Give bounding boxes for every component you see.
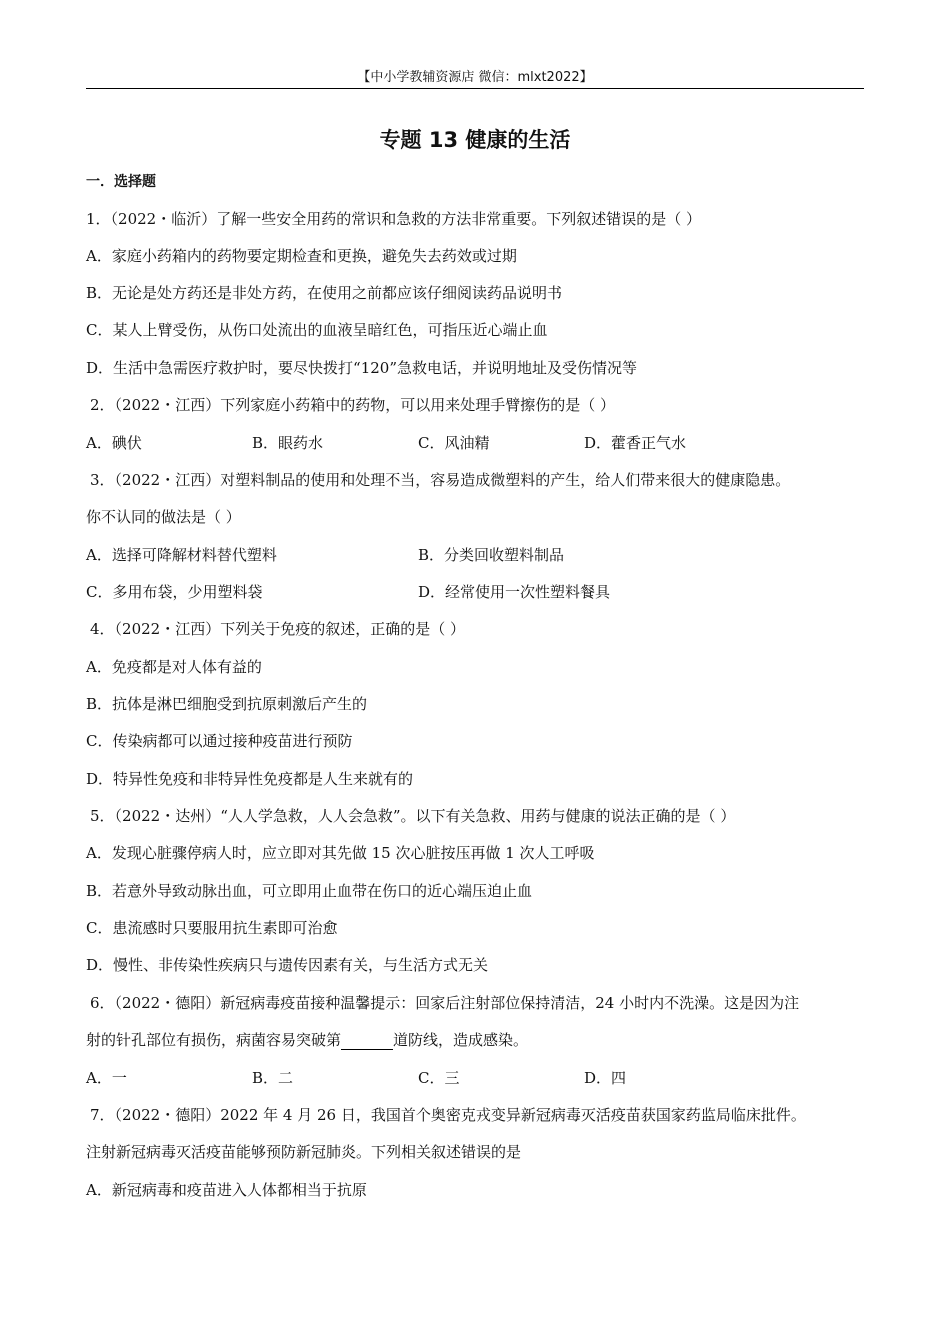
q5-option-b: B．若意外导致动脉出血，可立即用止血带在伤口的近心端压迫止血 — [86, 882, 533, 900]
q1-option-c: C．某人上臂受伤，从伤口处流出的血液呈暗红色，可指压近心端止血 — [86, 321, 548, 339]
q2-stem: 2．（2022・江西）下列家庭小药箱中的药物，可以用来处理手臂擦伤的是（ ） — [90, 396, 615, 414]
q1-option-d: D．生活中急需医疗救护时，要尽快拨打“120”急救电话，并说明地址及受伤情况等 — [86, 359, 637, 377]
header-rule — [86, 88, 864, 89]
q4-option-c: C．传染病都可以通过接种疫苗进行预防 — [86, 732, 353, 750]
q4-option-b: B．抗体是淋巴细胞受到抗原刺激后产生的 — [86, 695, 368, 713]
q6-option-a: A．一 — [86, 1069, 127, 1087]
q6-option-b: B．二 — [252, 1069, 294, 1087]
q7-option-a: A．新冠病毒和疫苗进入人体都相当于抗原 — [86, 1181, 367, 1199]
q5-option-a: A．发现心脏骤停病人时，应立即对其先做 15 次心脏按压再做 1 次人工呼吸 — [86, 844, 595, 862]
q2-option-d: D．藿香正气水 — [584, 434, 687, 452]
q7-stem-line1: 7．（2022・德阳）2022 年 4 月 26 日，我国首个奥密克戎变异新冠病毒灭活疫苗获国家药监局临床批件。 — [90, 1106, 806, 1124]
q7-stem-line2: 注射新冠病毒灭活疫苗能够预防新冠肺炎。下列相关叙述错误的是 — [86, 1143, 522, 1161]
q3-stem-line1: 3．（2022・江西）对塑料制品的使用和处理不当，容易造成微塑料的产生，给人们带来很大的健康隐患。 — [90, 471, 791, 489]
q3-option-c: C．多用布袋，少用塑料袋 — [86, 583, 263, 601]
section-heading: 一．选择题 — [86, 174, 156, 190]
q1-stem: 1．（2022・临沂）了解一些安全用药的常识和急救的方法非常重要。下列叙述错误的是（ ） — [86, 210, 701, 228]
q2-option-c: C．风油精 — [418, 434, 490, 452]
q5-option-d: D．慢性、非传染性疾病只与遗传因素有关，与生活方式无关 — [86, 956, 489, 974]
q3-option-a: A．选择可降解材料替代塑料 — [86, 546, 277, 564]
q6-option-d: D．四 — [584, 1069, 627, 1087]
q6-stem-part2: 道防线，造成感染。 — [393, 1031, 529, 1049]
q6-stem-line1: 6．（2022・德阳）新冠病毒疫苗接种温馨提示：回家后注射部位保持清洁，24 小时内不洗澡。这是因为注 — [90, 994, 800, 1012]
page-title: 专题 13 健康的生活 — [379, 128, 571, 152]
q4-stem: 4．（2022・江西）下列关于免疫的叙述，正确的是（ ） — [90, 620, 465, 638]
q4-option-a: A．免疫都是对人体有益的 — [86, 658, 262, 676]
q6-stem-part1: 射的针孔部位有损伤，病菌容易突破第 — [86, 1031, 342, 1049]
q5-option-c: C．患流感时只要服用抗生素即可治愈 — [86, 919, 338, 937]
q6-option-c: C．三 — [418, 1069, 460, 1087]
q6-stem-line2 — [86, 1030, 528, 1050]
q2-option-b: B．眼药水 — [252, 434, 324, 452]
page-header: 【中小学教辅资源店 微信：mlxt2022】 — [357, 70, 593, 85]
q5-stem: 5．（2022・达州）“人人学急救，人人会急救”。以下有关急救、用药与健康的说法正确的是（ ） — [90, 807, 736, 825]
fill-blank — [341, 1033, 393, 1050]
q3-stem-line2: 你不认同的做法是（ ） — [86, 508, 241, 526]
q1-option-a: A．家庭小药箱内的药物要定期检查和更换，避免失去药效或过期 — [86, 247, 517, 265]
q1-option-b: B．无论是处方药还是非处方药，在使用之前都应该仔细阅读药品说明书 — [86, 284, 563, 302]
q3-option-d: D．经常使用一次性塑料餐具 — [418, 583, 611, 601]
q4-option-d: D．特异性免疫和非特异性免疫都是人生来就有的 — [86, 770, 414, 788]
q3-option-b: B．分类回收塑料制品 — [418, 546, 565, 564]
q2-option-a: A．碘伏 — [86, 434, 142, 452]
